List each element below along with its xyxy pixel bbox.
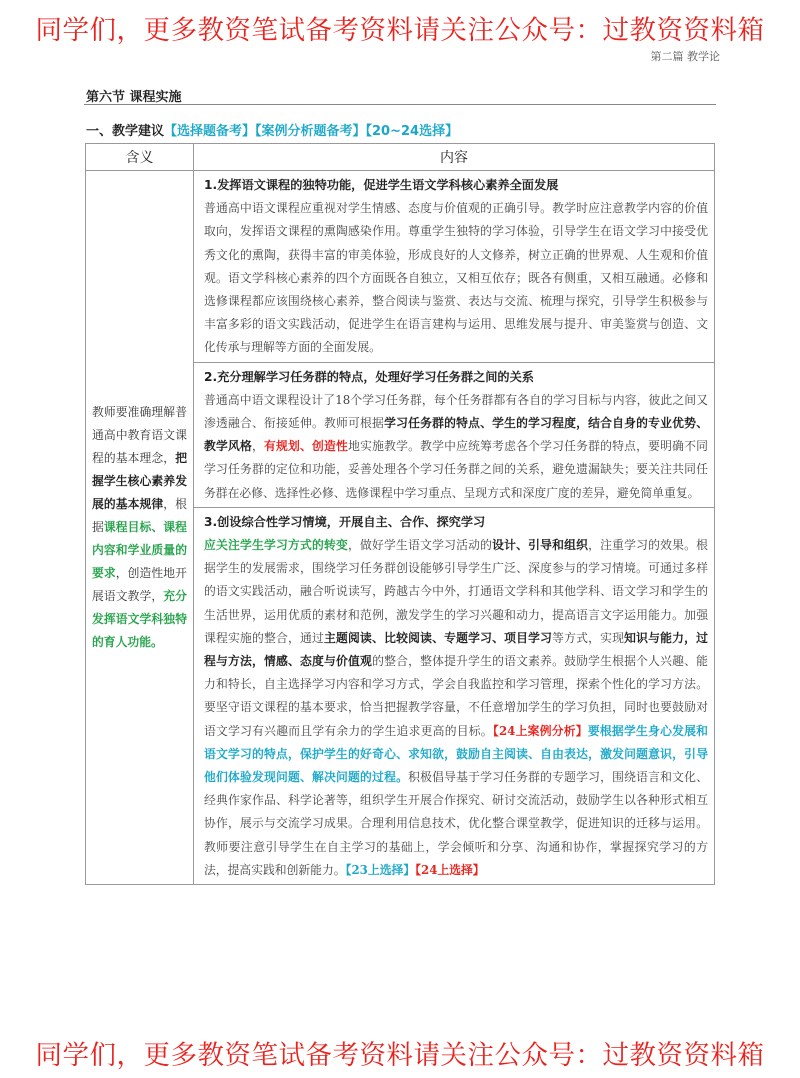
meaning-highlight: 课程目标、课程内容和学业质量的要求 — [92, 520, 187, 581]
item-title: 2.充分理解学习任务群的特点，处理好学习任务群之间的关系 — [204, 369, 534, 384]
meaning-highlight: 充分发挥语文学科独特的育人功能。 — [92, 589, 187, 650]
green-run: 应关注学生学习方式的转变 — [204, 538, 349, 553]
text-run: 等方式，实现 — [552, 630, 625, 645]
text-run: ，做好学生语文学习活动的 — [348, 538, 493, 553]
item-body — [204, 389, 708, 505]
text-run: 积极倡导基于学习任务群的专题学习，围绕语言和文化、经典作家作品、科学论著等，组织学生开展合作探究、研讨交流活动，鼓励学生以各种形式相互协作，展示与交流学习成果。合理利用信息技术，优化整合课堂教学，促进知识的迁移与运用。教师要注意引导学生在自主学习的基础上，学会倾听和分享、沟通和协作，掌握探究学习的方法，提高实践和创新能力。 — [204, 770, 708, 877]
teaching-suggestions-table — [85, 143, 715, 885]
table-row — [86, 171, 715, 363]
meaning-cell — [86, 171, 194, 885]
header-meaning: 含义 — [86, 144, 194, 171]
exam-tag: 【24上案例分析】 — [492, 723, 588, 738]
meaning-text: ，根据 — [92, 497, 187, 535]
meaning-text: ，创造性地开展语文教学， — [92, 566, 187, 604]
item-body — [204, 534, 708, 882]
exam-tag: 【23上选择】 — [345, 862, 416, 877]
text-run: 地实施教学。教学中应统筹考虑各个学习任务群的特点，要明确不同学习任务群的定位和功能，妥善处理各个学习任务群之间的关系，避免遗漏缺失；要关注共同任务群在必修、选择性必修、选修课程中学习重点、呈现方式和深度广度的差异，避免简单重复。 — [204, 439, 708, 500]
bold-run: 学习任务群的特点、学生的学习程度，结合自身的专业优势、教学风格 — [204, 416, 708, 454]
heading — [86, 120, 458, 139]
content-cell-3 — [194, 507, 715, 884]
text-run: 普通高中语文课程设计了18个学习任务群，每个任务群都有各自的学习目标与内容，彼此之间又渗透融合、衔接延伸。教师可根据 — [204, 392, 708, 431]
content-cell-2 — [194, 362, 715, 507]
promo-banner-top: 同学们，更多教资笔试备考资料请关注公众号：过教资资料箱 — [35, 15, 765, 46]
running-head: 第二篇 教学论 — [650, 50, 720, 63]
blue-run: 要根据学生身心发展和语文学习的特点，保护学生的好奇心、求知欲，鼓励自主阅读、自由表达，激发问题意识，引导他们体验发现问题、解决问题的过程。 — [204, 723, 708, 785]
text-run: 的整合，整体提升学生的语文素养。鼓励学生根据个人兴趣、能力和特长，自主选择学习内容和学习方式，学会自我监控和学习管理，探索个性化的学习方法。要坚守语文课程的基本要求，恰当把握教学容量，不任意增加学生的学习负担，同时也要鼓励对语文学习有兴趣而且学有余力的学生追求更高的目标。 — [204, 654, 708, 738]
header-content: 内容 — [194, 144, 715, 171]
text-run: ，注重学习的效果。根据学生的发展需求，围绕学习任务群创设能够引导学生广泛、深度参与的学习情境。可通过多样的语文实践活动，融合听说读写，跨越古今中外，打通语文学科和其他学科、语文学习和学生的生活世界，运用优质的素材和范例，激发学生的学习兴趣和动力，提高语言文字运用能力。加强课程实施的整合，通过 — [204, 538, 708, 645]
item-title: 1.发挥语文课程的独特功能，促进学生语文学科核心素养全面发展 — [204, 178, 559, 192]
bold-run: 设计、引导和组织 — [492, 538, 589, 553]
section-title: 第六节 课程实施 — [86, 90, 182, 105]
text-run: ， — [252, 439, 265, 454]
table-header-row — [86, 144, 715, 171]
heading-text: 一、教学建议 — [86, 124, 165, 139]
bold-run: 主题阅读、比较阅读、专题学习、项目学习 — [324, 630, 553, 645]
content-cell-1 — [194, 171, 715, 363]
bold-run: 知识与能力，过程与方法，情感、态度与价值观 — [204, 630, 708, 669]
item-body: 普通高中语文课程应重视对学生情感、态度与价值观的正确引导。教学时应注意教学内容的价值取向，发挥语文课程的熏陶感染作用。尊重学生独特的学习体验，引导学生在语文学习中接受优秀文化的熏陶，获得丰富的审美体验，形成良好的人文修养，树立正确的世界观、人生观和价值观。语文学科核心素养的四个方面既各自独立，又相互依存；既各有侧重，又相互融通。必修和选修课程都应该围绕核心素养，整合阅读与鉴赏、表达与交流、梳理与探究，引导学生积极参与丰富多彩的语文实践活动，促进学生在语言建构与运用、思维发展与提升、审美鉴赏与创造、文化传承与理解等方面的全面发展。 — [204, 201, 708, 355]
meaning-bold: 把握学生核心素养发展的基本规律 — [92, 451, 187, 512]
promo-banner-bottom: 同学们，更多教资笔试备考资料请关注公众号：过教资资料箱 — [35, 1040, 765, 1071]
section-divider — [84, 104, 716, 105]
heading-tags: 【选择题备考】【案例分析题备考】【20~24选择】 — [164, 124, 459, 139]
item-title: 3.创设综合性学习情境，开展自主、合作、探究学习 — [204, 514, 486, 529]
red-run: 有规划、创造性 — [264, 439, 349, 454]
exam-tag: 【24上选择】 — [415, 862, 485, 877]
meaning-text: 教师要准确理解普通高中教育语文课程的基本理念， — [92, 405, 187, 466]
